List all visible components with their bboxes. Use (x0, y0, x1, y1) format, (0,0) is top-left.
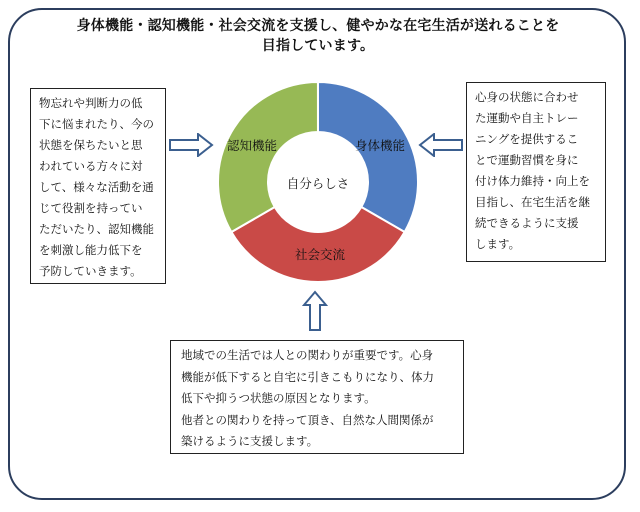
title-line-1: 身体機能・認知機能・社会交流を支援し、健やかな在宅生活が送れることを (76, 18, 560, 34)
segment-label-social-interaction: 社会交流 (294, 247, 346, 262)
donut-center-label: 自分らしさ (286, 176, 350, 191)
social-interaction-description: 地域での生活では人との関わりが重要です。心身 機能が低下すると自宅に引きこもりになり、体力 低下や抑うつ状態の原因となります。 他者との関わりを持って頂き、自然な人間関係が 築けるように支援します。 (181, 348, 434, 448)
physical-function-description-box (466, 82, 606, 262)
up-arrow-icon (302, 290, 328, 332)
cognitive-function-description: 物忘れや判断力の低 下に悩まれたり、今の 状態を保ちたいと思 われている方々に対 して、様々な活動を通 じて役割を持ってい ただいたり、認知機能 を刺激し能力低下を 予防していきます。 (39, 96, 154, 278)
social-interaction-description-box (170, 340, 464, 454)
page-title (68, 16, 568, 56)
segment-label-cognitive-function: 認知機能 (226, 138, 278, 153)
title-line-2: 目指しています。 (261, 38, 375, 54)
cognitive-function-description-box (30, 88, 166, 284)
donut-segment-cognitive-function (218, 82, 318, 232)
physical-function-description: 心身の状態に合わせ た運動や自主トレー ニングを提供するこ とで運動習慣を身に 付け体力維持・向上を 目指し、在宅生活を継 続できるように支援 します。 (475, 90, 590, 251)
donut-segment-physical-function (318, 82, 418, 232)
segment-label-physical-function: 身体機能 (354, 138, 406, 153)
donut-segment-social-interaction (231, 207, 404, 282)
support-donut-diagram (202, 78, 434, 290)
